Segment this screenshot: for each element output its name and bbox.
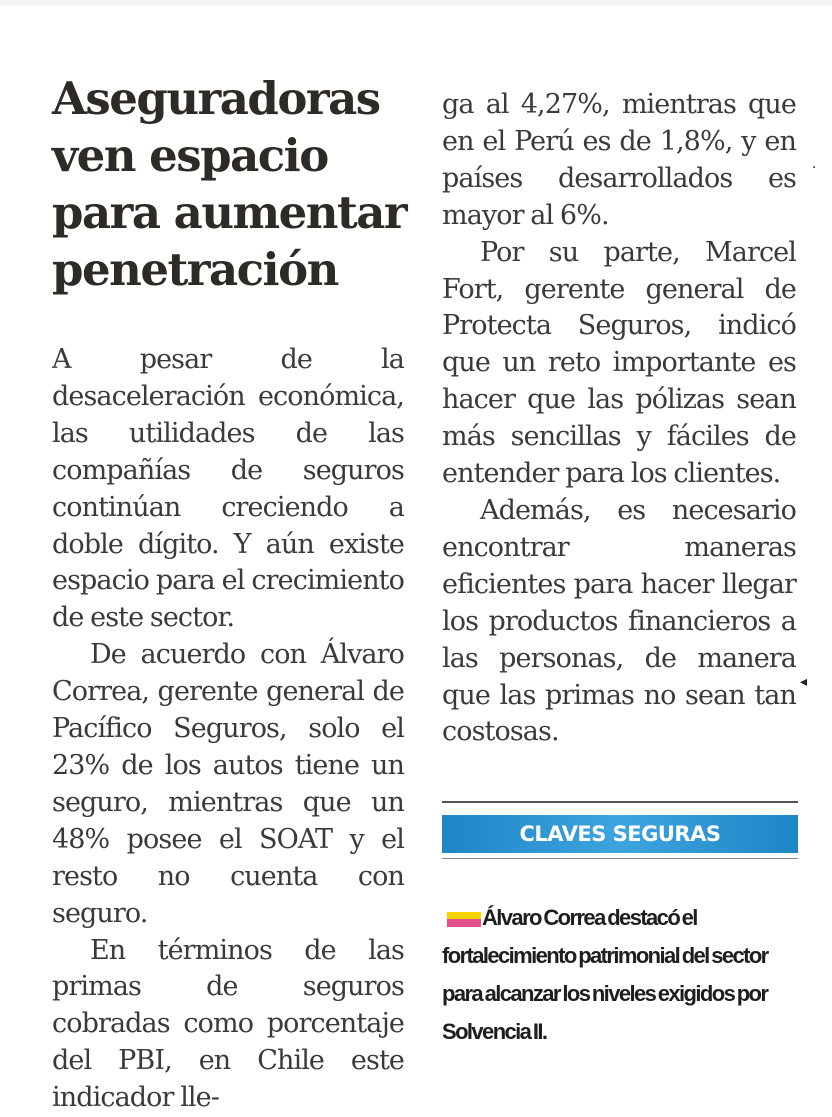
article-column-right <box>442 87 796 751</box>
paragraph-fort: Por su parte, Marcel Fort, gerente general de Protecta Seguros, indicó que un reto importante es hacer que las pólizas sean más sencillas y fáciles de entender para los clientes. <box>442 235 796 493</box>
claves-seguras-banner <box>442 815 798 853</box>
paragraph-correa: De acuerdo con Álvaro Correa, gerente general de Pacífico Seguros, solo el 23% de los autos tiene un seguro, mientras que un 48% posee el SOAT y el resto no cuenta con seguro. <box>52 637 404 932</box>
top-divider <box>0 0 832 6</box>
paragraph-continuation: ga al 4,27%, mientras que en el Perú es de 1,8%, y en países desarrollados es mayor al 6%. <box>442 87 796 235</box>
article-headline: Aseguradoras ven espacio para aumentar penetración <box>52 70 412 298</box>
print-speck: ◂ <box>800 674 807 690</box>
claves-bullet-text: Álvaro Correa destacó el fortalecimiento patrimonial del sector para alcanzar los niveles exigidos por Solvencia II. <box>442 899 802 1051</box>
box-top-divider <box>442 801 798 803</box>
paragraph-primas: En términos de las primas de seguros cobradas como porcentaje del PBI, en Chile este indicador lle- <box>52 933 404 1117</box>
print-speck: · <box>812 160 816 176</box>
paragraph-intro: A pesar de la desaceleración económica, las utilidades de las compañías de seguros continúan creciendo a doble dígito. Y aún existe espacio para el crecimiento de este sector. <box>52 342 404 637</box>
paragraph-ademas: Además, es necesario encontrar maneras eficientes para hacer llegar los productos financieros a las personas, de manera que las primas no sean tan costosas. <box>442 493 796 751</box>
box-bottom-divider <box>442 858 798 859</box>
article-column-left <box>52 342 404 1117</box>
claves-seguras-title: CLAVES SEGURAS <box>520 822 721 846</box>
